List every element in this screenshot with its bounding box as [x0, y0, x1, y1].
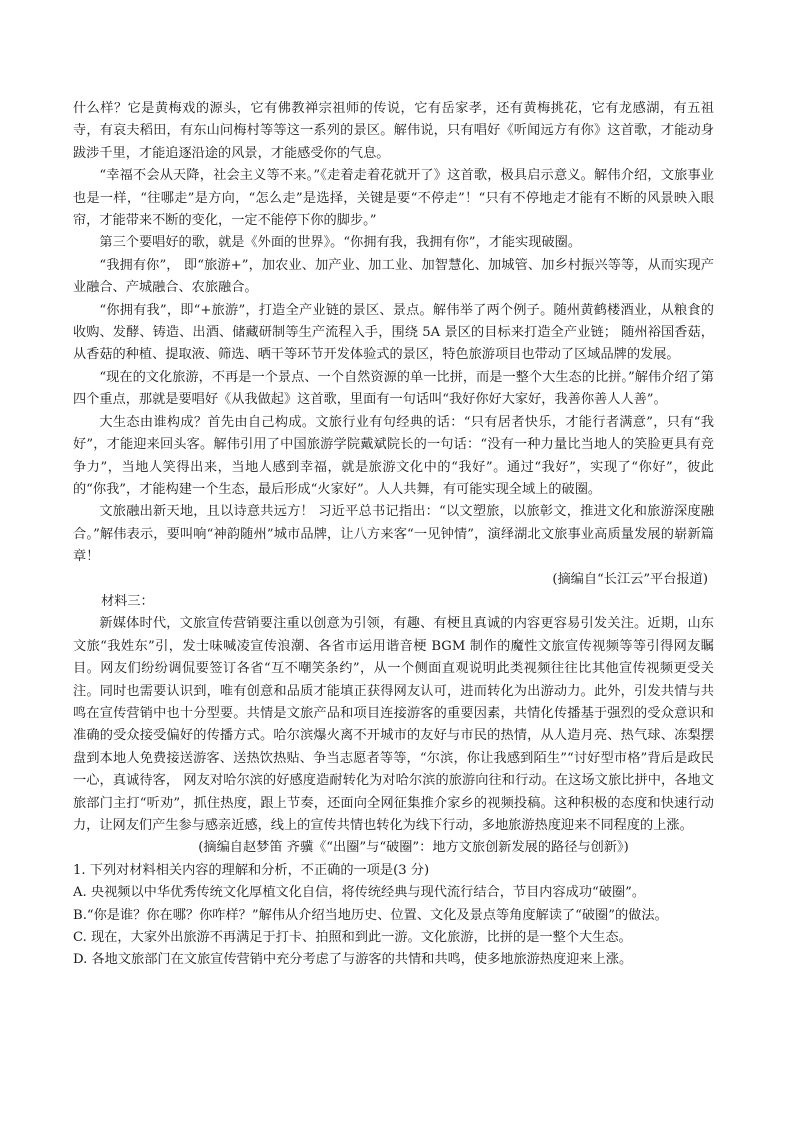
paragraph-3: 第三个要唱好的歌，就是《外面的世界》。“你拥有我，我拥有你”，才能实现破圈。 — [99, 235, 582, 251]
paragraph-4: “我拥有你”， 即“旅游+”，加农业、加产业、加工业、加智慧化、加城管、加乡村振兴等等，从而实现产业融合、产城融合、农旅融合。 — [73, 257, 714, 296]
source-citation-1: (摘编自“长江云”平台报道) — [552, 571, 708, 587]
option-c: C. 现在，大家外出旅游不再满足于打卡、拍照和到此一游。文化旅游，比拼的是一整个大生态。 — [73, 930, 632, 946]
paragraph-7: 大生态由谁构成？首先由自己构成。文旅行业有句经典的话：“只有居者快乐，才能行者满意”，只有“我好”，才能迎来回头客。解伟引用了中国旅游学院戴斌院长的一句话：“没有一种力量比当地人的笑脸更具有竞争力”，当地人笑得出来，当地人感到幸福，就是旅游文化中的“我好”。通过“我好”，实现了“你好”，彼此的“你我”，才能构建一个生态，最后形成“火家好”。人人共舞，有可能实现全域上的破圈。 — [73, 414, 714, 497]
source-citation-2: (摘编自赵梦笛 齐骥《“出圈”与“破圈”：地方文旅创新发展的路径与创新》) — [198, 840, 629, 856]
material-3-heading: 材料三： — [101, 593, 154, 609]
paragraph-8: 文旅融出新天地，且以诗意共远方！ 习近平总书记指出：“以文塑旅，以旅彰文，推进文化和旅游深度融合。”解伟表示，要叫响“神韵随州”城市品牌，让八方来客“一见钟情”，演绎湖北文旅事业高质量发展的崭新篇章！ — [73, 504, 714, 565]
question-stem: 1. 下列对材料相关内容的理解和分析，不正确的一项是(3 分) — [73, 862, 430, 878]
option-b: B.“你是谁？你在哪？你咋样？”解伟从介绍当地历史、位置、文化及景点等角度解读了“破圈”的做法。 — [73, 907, 668, 923]
option-d: D. 各地文旅部门在文旅宣传营销中充分考虑了与游客的共情和共鸣，使多地旅游热度迎来上涨。 — [73, 952, 633, 968]
paragraph-2: “幸福不会从天降，社会主义等不来。”《走着走着花就开了》这首歌，极具启示意义。解伟介绍，文旅事业也是一样，“往哪走”是方向，“怎么走”是选择，关键是要“不停走”！“只有不停地走才能有不断的风景映入眼帘，才能带来不断的变化，一定不能停下你的脚步。” — [73, 168, 714, 229]
material-3-text: 新媒体时代，文旅宣传营销要注重以创意为引领，有趣、有梗且真诚的内容更容易引发关注。近期，山东文旅“我姓东”引，发士味喊凌宣传浪潮、各省市运用谐音梗 BGM 制作的魔性文旅宣传视频等等引得网友瞩目。网友们纷纷调侃要签订各省“互不嘲笑条约”，从一个侧面直观说明此类视频往往比其他宣传视频更受关注。同时也需要认识到，唯有创意和品质才能填正获得网友认可，进而转化为出游动力。此外，引发共情与共鸣在宣传营销中也十分型要。共情是文旅产品和项目连接游客的重要因素，共情化传播基于强烈的受众意识和准确的受众接受偏好的传播方式。哈尔滨爆火离不开城市的友好与市民的热情，从人造月亮、热气球、冻梨摆盘到本地人免费接送游客、送热饮热贴、争当志愿者等等，“尔滨，你让我感到陌生”“讨好型市格”背后是政民一心，真诚待客， 网友对哈尔滨的好感度造耐转化为对哈尔滨的旅游向往和行动。在这场文旅比拼中，各地文旅部门主打“听劝”，抓住热度，跟上节奏，还面向全网征集推介家乡的视频投稿。这种积极的态度和快速行动力，让网友们产生参与感亲近感，线上的宣传共情也转化为线下行动，多地旅游热度迎来不同程度的上涨。 — [73, 616, 715, 833]
option-a: A. 央视频以中华优秀传统文化厚植文化自信，将传统经典与现代流行结合，节目内容成功“破圈”。 — [73, 885, 646, 901]
paragraph-6: “现在的文化旅游，不再是一个景点、一个自然资源的单一比拼，而是一整个大生态的比拼。”解伟介绍了第四个重点，那就是要唱好《从我做起》这首歌，里面有一句话叫“我好你好大家好，我善你善人人善”。 — [73, 369, 714, 408]
paragraph-1: 什么样？它是黄梅戏的源头，它有佛教禅宗祖师的传说，它有岳家孝，还有黄梅挑花，它有龙感湖，有五祖寺，有哀夫稻田，有东山问梅村等等这一系列的景区。解伟说，只有唱好《听闻远方有你》这首歌，才能动身跋涉千里，才能追逐沿途的风景，才能感受你的气息。 — [73, 101, 714, 161]
paragraph-5: “你拥有我”，即“+旅游”，打造全产业链的景区、景点。解伟举了两个例子。随州黄鹤楼酒业，从粮食的收购、发酵、铸造、出酒、储藏研制等生产流程入手，围绕 5A 景区的目标来打造全产业链； 随州裕国香菇，从香菇的种植、提取液、筛选、晒干等环节开发体验式的景区，特色旅游项目也带动了区域品牌的发展。 — [73, 302, 714, 363]
